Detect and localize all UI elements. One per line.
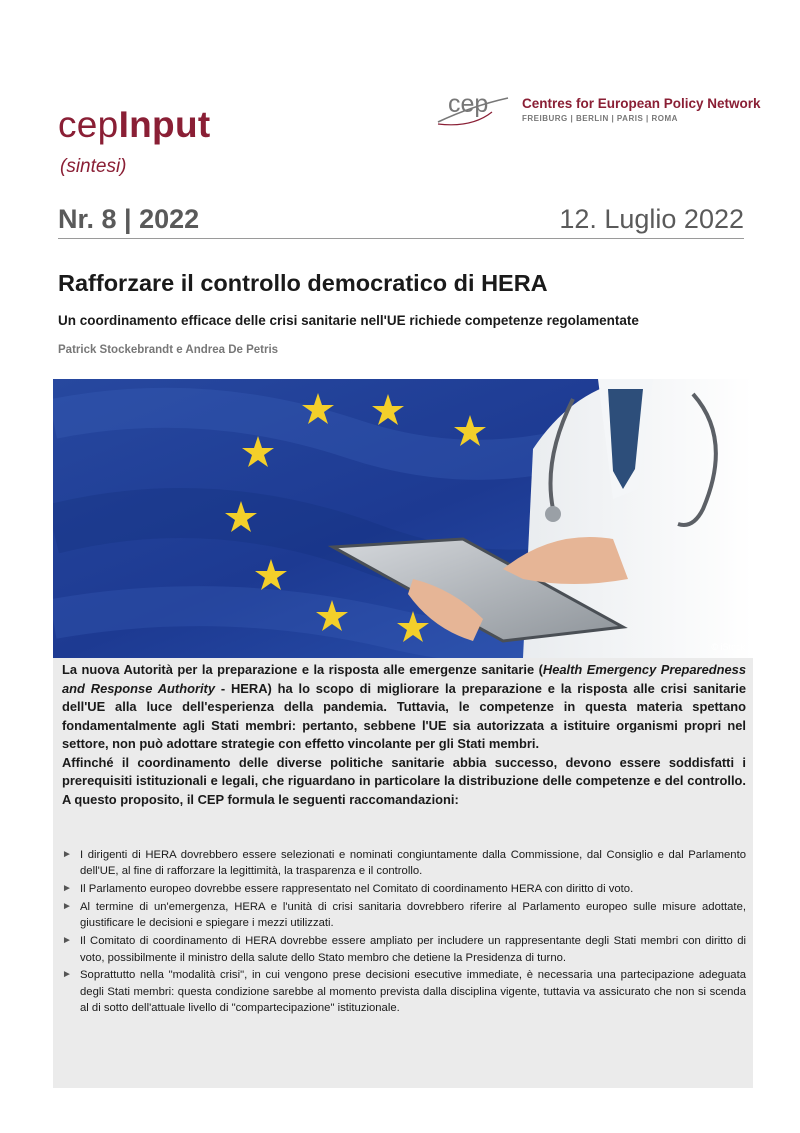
issue-number: Nr. 8 | 2022 bbox=[58, 204, 200, 234]
brand-subtitle: (sintesi) bbox=[60, 156, 127, 177]
article-subtitle: Un coordinamento efficace delle crisi sanitarie nell'UE richiede competenze regolamentate bbox=[58, 313, 639, 328]
cep-logo-icon bbox=[432, 82, 512, 130]
triangle-bullet-icon: ► bbox=[62, 901, 72, 912]
summary-paragraph-2: Affinché il coordinamento delle diverse politiche sanitarie abbia successo, devono essere soddisfatti i prerequisiti istituzionali e legali, che riguardano in particolare la distribuzione delle competenze e del controllo. A questo proposito, il CEP formula le seguenti raccomandazioni: bbox=[62, 754, 746, 807]
recommendation-item: ► Il Parlamento europeo dovrebbe essere rappresentato nel Comitato di coordinamento HERA con diritto di voto. bbox=[62, 881, 746, 897]
triangle-bullet-icon: ► bbox=[62, 883, 72, 895]
header-divider bbox=[58, 238, 744, 239]
triangle-bullet-icon: ► bbox=[62, 935, 72, 947]
article-authors: Patrick Stockebrandt e Andrea De Petris bbox=[58, 344, 279, 356]
logo-cities: FREIBURG | BERLIN | PARIS | ROMA bbox=[522, 114, 678, 123]
summary-text bbox=[62, 661, 746, 809]
summary-p1-italic: Health Emergency Preparedness and Response Authority bbox=[62, 662, 747, 696]
brand-suffix: Input bbox=[118, 104, 211, 145]
summary-paragraph-1 bbox=[62, 661, 746, 754]
triangle-bullet-icon: ► bbox=[62, 969, 72, 981]
recommendations-list bbox=[62, 847, 746, 1018]
image-credit: © iStock bbox=[711, 642, 745, 652]
issue-date: 12. Luglio 2022 bbox=[559, 204, 744, 234]
recommendation-item: ► Al termine di un'emergenza, HERA e l'unità di crisi sanitaria dovrebbero riferire al Parlamento europeo sulle misure adottate, giustificare le decisioni e spiegare i mezzi utilizzati. bbox=[62, 901, 746, 930]
summary-p1-end: - HERA) ha lo scopo di migliorare la preparazione e la risposta alle crisi sanitarie dell'UE alla luce dell'esperienza della pandemia. Tuttavia, le competenze in questa materia spettano fondamentalmente agli Stati membri: pertanto, sebbene l'UE sia autorizzata a istituire organismi propri nel settore, non può adottare strategie con effetto vincolante per gli Stati membri. bbox=[62, 680, 746, 751]
recommendation-item: ► I dirigenti di HERA dovrebbero essere selezionati e nominati congiuntamente dalla Commissione, dal Consiglio e dal Parlamento dell'UE, al fine di rafforzare la legittimità, la trasparenza e il controllo. bbox=[62, 849, 746, 878]
summary-p1-start: La nuova Autorità per la preparazione e la risposta alle emergenze sanitarie ( bbox=[62, 662, 543, 677]
summary-box bbox=[53, 658, 753, 1088]
brand-prefix: cep bbox=[58, 104, 119, 145]
article-title: Rafforzare il controllo democratico di HERA bbox=[58, 270, 548, 296]
logo-mark-text: cep bbox=[448, 90, 489, 118]
hero-image bbox=[53, 379, 753, 658]
triangle-bullet-icon: ► bbox=[62, 849, 72, 860]
cep-logo bbox=[432, 82, 762, 142]
eu-flag-doctor-illustration bbox=[53, 379, 753, 658]
brand-title bbox=[58, 104, 210, 146]
logo-network-name: Centres for European Policy Network bbox=[522, 96, 761, 111]
recommendation-item: ► Il Comitato di coordinamento di HERA dovrebbe essere ampliato per includere un rappresentante degli Stati membri con diritto di voto, possibilmente il ministro della salute dello Stato membro che detiene la Presidenza di turno. bbox=[62, 935, 746, 964]
recommendation-item: ► Soprattutto nella "modalità crisi", in cui vengono prese decisioni esecutive immediate, è necessaria una partecipazione adeguata degli Stati membri: questa condizione sarebbe al momento prevista dalla disciplina vigente, tuttavia va assicurato che non si scenda al di sotto dell'attuale livello di "compartecipazione" istituzionale. bbox=[62, 969, 746, 1015]
